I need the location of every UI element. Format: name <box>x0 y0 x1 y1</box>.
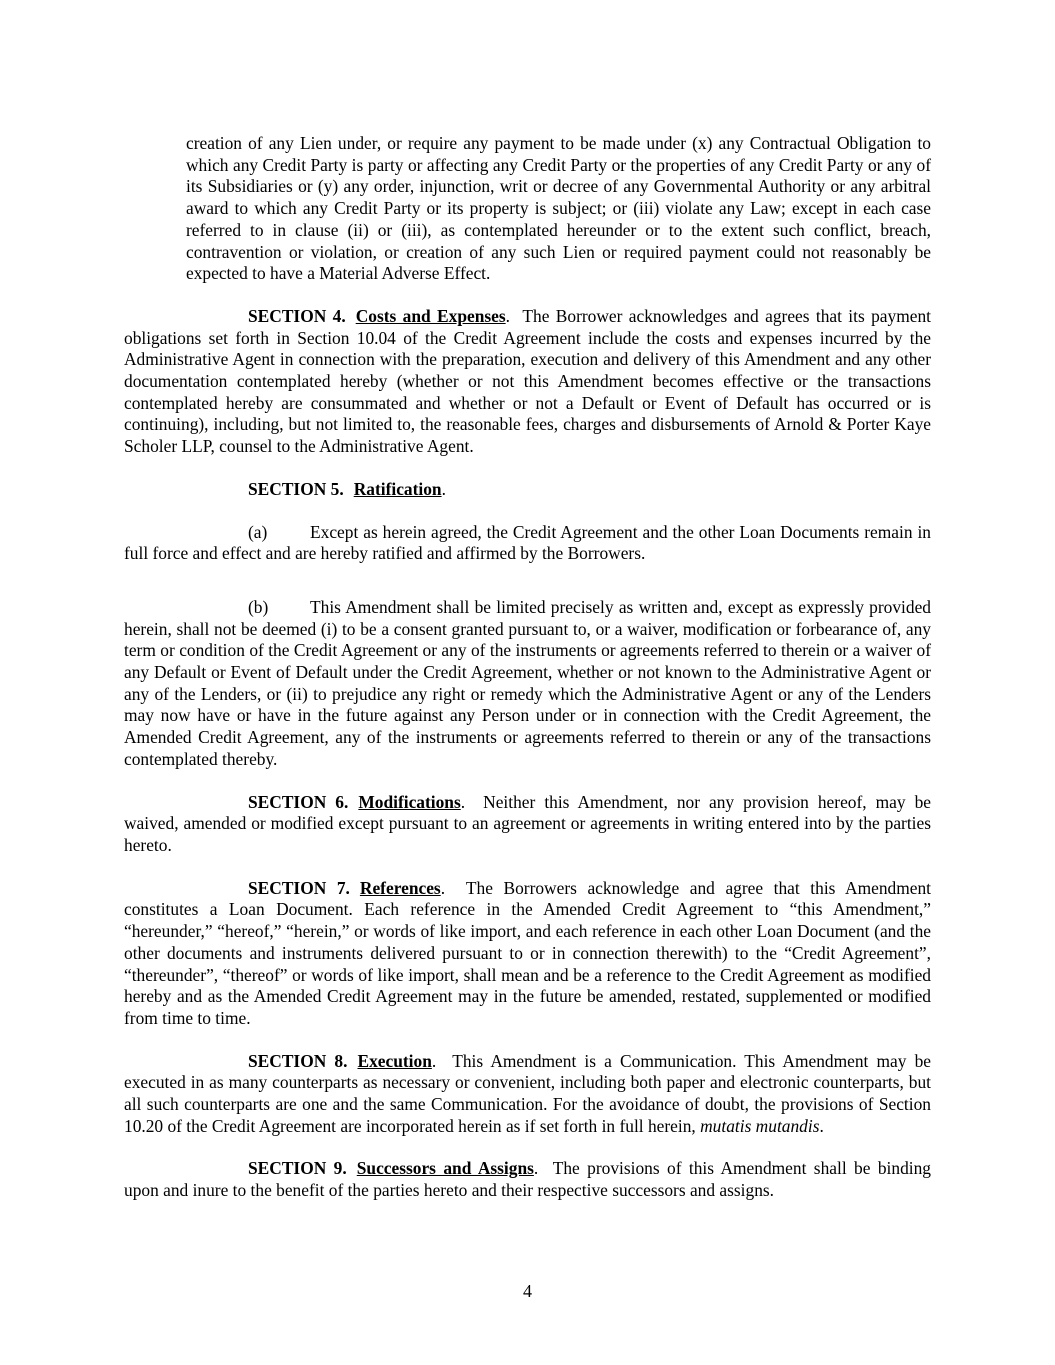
section-7-heading <box>248 878 441 898</box>
section-6-number: SECTION 6. <box>248 791 349 812</box>
section-8-paragraph <box>124 1051 931 1138</box>
section-9-heading <box>248 1158 534 1178</box>
period: . <box>819 1115 824 1136</box>
section-4-paragraph <box>124 306 931 458</box>
continuation-paragraph: creation of any Lien under, or require any payment to be made under (x) any Contractual Obligation to which any Credit Party is party or affecting any Credit Party or the properties of any Credit Party or any of its Subsidiaries or (y) any order, injunction, writ or decree of any Governmental Authority or any arbitral award to which any Credit Party or its property is subject; or (iii) violate any Law; except in each case referred to in clause (ii) or (iii), as contemplated hereunder or to the extent such conflict, breach, contravention or violation, or creation of any such Lien or required payment could not reasonably be expected to have a Material Adverse Effect. <box>186 133 931 284</box>
section-8-number: SECTION 8. <box>248 1050 348 1071</box>
section-4-number: SECTION 4. <box>248 305 346 326</box>
period: . <box>431 1050 453 1071</box>
section-7-body: The Borrowers acknowledge and agree that this Amendment constitutes a Loan Document. Each reference in the Amended Credit Agreement to “this Amendment,” “hereunder,” “hereof,” “herein,” or words of like import, and each reference in each other Loan Document (and the other documents and instruments delivered pursuant to or in connection therewith) to the “Credit Agreement”, “thereunder”, “thereof” or words of like import, shall mean and be a reference to the Credit Agreement as modified hereby and as the Amended Credit Agreement may in the future be amended, restated, supplemented or modified from time to time. <box>124 877 931 1028</box>
section-5a-text: Except as herein agreed, the Credit Agreement and the other Loan Documents remain in full force and effect and are hereby ratified and affirmed by the Borrowers. <box>124 521 931 564</box>
period: . <box>460 791 484 812</box>
page-number: 4 <box>523 1281 532 1301</box>
section-5-heading <box>248 479 442 499</box>
period: . <box>441 478 446 499</box>
section-9-number: SECTION 9. <box>248 1158 347 1179</box>
section-5-number: SECTION 5. <box>248 478 344 499</box>
section-8-italic-tail: mutatis mutandis <box>700 1115 820 1136</box>
period: . <box>533 1158 553 1179</box>
section-5a-paragraph <box>124 522 931 565</box>
section-6-paragraph <box>124 792 931 857</box>
section-6-body: Neither this Amendment, nor any provision hereof, may be waived, amended or modified except pursuant to an agreement or agreements in writing entered into by the parties hereto. <box>124 791 931 855</box>
section-5b-text: This Amendment shall be limited precisely as written and, except as expressly provided herein, shall not be deemed (i) to be a consent granted pursuant to, or a waiver, modification or forbearance of, any term or condition of the Credit Agreement or any of the instruments or agreements referred to therein or a waiver of any Default or Event of Default under the Credit Agreement, whether or not known to the Administrative Agent or any of the Lenders, or (ii) to prejudice any right or remedy which the Administrative Agent or any of the Lenders may now have or have in the future against any Person under or in connection with the Credit Agreement, the Amended Credit Agreement, any of the instruments or agreements referred to therein or any of the transactions contemplated thereby. <box>124 596 931 769</box>
section-5b-label: (b) <box>248 596 269 617</box>
section-4-title: Costs and Expenses <box>355 305 506 326</box>
section-7-number: SECTION 7. <box>248 877 350 898</box>
section-6-title: Modifications <box>358 791 461 812</box>
section-5-heading-paragraph <box>124 479 931 501</box>
section-5-title: Ratification <box>353 478 442 499</box>
section-6-heading <box>248 792 461 812</box>
period: . <box>505 305 523 326</box>
section-8-body: This Amendment is a Communication. This Amendment may be executed in as many counterparts as necessary or convenient, including both paper and electronic counterparts, but all such counterparts are one and the same Communication. For the avoidance of doubt, the provisions of Section 10.20 of the Credit Agreement are incorporated herein as if set forth in full herein, <box>124 1050 931 1136</box>
section-8-title: Execution <box>357 1050 432 1071</box>
section-7-title: References <box>359 877 441 898</box>
section-7-paragraph <box>124 878 931 1030</box>
section-4-body: The Borrower acknowledges and agrees that its payment obligations set forth in Section 10.04 of the Credit Agreement include the costs and expenses incurred by the Administrative Agent in connection with the preparation, execution and delivery of this Amendment and any other documentation contemplated hereby (whether or not this Amendment becomes effective or the transactions contemplated hereby are consummated and whether or not a Default or Event of Default has occurred or is continuing), including, but not limited to, the reasonable fees, charges and disbursements of Arnold & Porter Kaye Scholer LLP, counsel to the Administrative Agent. <box>124 305 931 457</box>
period: . <box>440 877 466 898</box>
section-9-title: Successors and Assigns <box>356 1158 534 1179</box>
section-9-paragraph <box>124 1158 931 1201</box>
section-5a-label: (a) <box>248 521 268 542</box>
section-9-body: The provisions of this Amendment shall be binding upon and inure to the benefit of the parties hereto and their respective successors and assigns. <box>124 1158 931 1201</box>
section-5b-paragraph <box>124 597 931 771</box>
document-page <box>124 133 931 1202</box>
section-8-heading <box>248 1051 432 1071</box>
section-4-heading <box>248 306 506 326</box>
